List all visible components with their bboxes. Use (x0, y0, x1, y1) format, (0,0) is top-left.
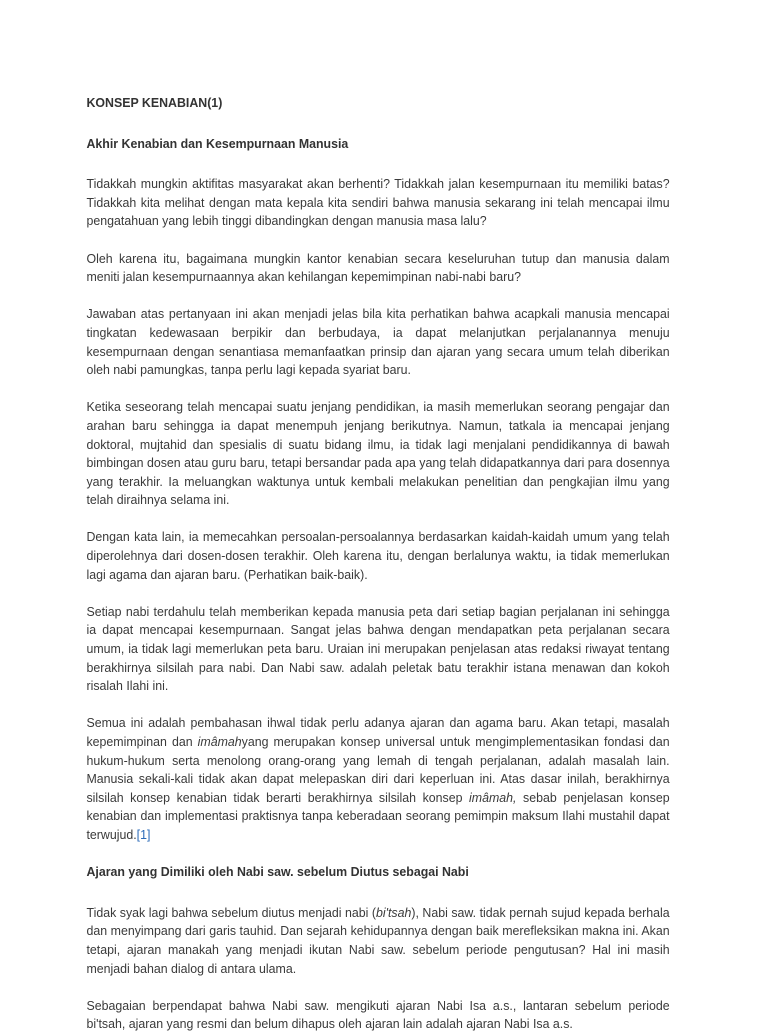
paragraph-2: Oleh karena itu, bagaimana mungkin kantor kenabian secara keseluruhan tutup dan manusia dalam meniti jalan kesempurnaannya akan kehilangan kepemimpinan nabi-nabi baru? (86, 250, 670, 285)
paragraph-6: Setiap nabi terdahulu telah memberikan kepada manusia peta dari setiap bagian perjalanan ini sehingga ia dapat mencapai kesempurnaan. Sangat jelas bahwa dengan mendapatkan peta perjalanan secara umum, ia tidak lagi memerlukan peta baru. Uraian ini merupakan penjelasan atas redaksi riwayat tentang berakhirnya silsilah para nabi. Dan Nabi saw. adalah peletak batu terakhir istana menawan dan kokoh risalah Ilahi ini. (86, 603, 670, 694)
paragraph-8-text-b: ), Nabi saw. tidak pernah sujud kepada berhala dan menyimpang dari garis tauhid. Dan sejarah kehidupannya dengan baik merefleksikan makna ini. Akan tetapi, ajaran manakah yang menjadi ikutan Nabi saw. sebelum periode pengutusan? Hal ini masih menjadi bahan dialog di antara ulama. (86, 904, 670, 976)
paragraph-7-text-c: sebab penjelasan konsep kenabian dan implementasi praktisnya tanpa keberadaan seorang pemimpin maksum Ilahi mustahil dapat terwujud. (86, 789, 670, 842)
paragraph-4: Ketika seseorang telah mencapai suatu jenjang pendidikan, ia masih memerlukan seorang pengajar dan arahan baru sehingga ia dapat menempuh jenjang berikutnya. Namun, tatkala ia mencapai jenjang doktoral, mujtahid dan spesialis di suatu bidang ilmu, ia tidak lagi menjalani pendidikannya di bawah bimbingan dosen atau guru baru, tetapi bersandar pada apa yang telah didapatkannya dari para dosennya yang terakhir. Ia meluangkan waktunya untuk kembali melakukan penelitian dan pengkajian ilmu yang telah diraihnya selama ini. (86, 399, 670, 508)
paragraph-8-text-a: Tidak syak lagi bahwa sebelum diutus menjadi nabi ( (86, 904, 376, 920)
paragraph-5: Dengan kata lain, ia memecahkan persoalan-persoalannya berdasarkan kaidah-kaidah umum yang telah diperolehnya dari dosen-dosen terakhir. Oleh karena itu, dengan berlalunya waktu, ia tidak memerlukan lagi agama dan ajaran baru. (Perhatikan baik-baik). (86, 529, 670, 582)
paragraph-1: Tidakkah mungkin aktifitas masyarakat akan berhenti? Tidakkah jalan kesempurnaan itu memiliki batas? Tidakkah kita melihat dengan mata kepala kita sendiri bahwa manusia sekarang ini telah mencapai ilmu pengatahuan yang lebih tinggi dibandingkan dengan manusia masa lalu? (86, 176, 670, 229)
document-title: KONSEP KENABIAN(1) (86, 95, 223, 110)
term-bitsah: bi'tsah (375, 904, 412, 920)
section-heading-ajaran-nabi: Ajaran yang Dimiliki oleh Nabi saw. sebelum Diutus sebagai Nabi (86, 864, 469, 880)
document-body (86, 94, 669, 1034)
paragraph-9: Sebagaian berpendapat bahwa Nabi saw. mengikuti ajaran Nabi Isa a.s., lantaran sebelum periode bi'tsah, ajaran yang resmi dan belum dihapus oleh ajaran lain adalah ajaran Nabi Isa a.s. (86, 997, 670, 1032)
paragraph-8 (86, 904, 669, 978)
paragraph-3: Jawaban atas pertanyaan ini akan menjadi jelas bila kita perhatikan bahwa acapkali manusia mencapai tingkatan kedewasaan berpikir dan berbudaya, ia dapat melanjutkan perjalanannya menuju kesempurnaan dengan senantiasa memanfaatkan prinsip dan ajaran yang secara umum telah diberikan oleh nabi pamungkas, tanpa perlu lagi kepada syariat baru. (86, 306, 670, 378)
paragraph-7-text-b: yang merupakan konsep universal untuk mengimplementasikan fondasi dan hukum-hukum serta menolong orang-orang yang lemah di tengah perjalanan, adalah masalah lain. Manusia sekali-kali tidak akan dapat melepaskan diri dari keperluan ini. Atas dasar inilah, berakhirnya silsilah konsep kenabian tidak berarti berakhirnya silsilah konsep (86, 734, 670, 805)
paragraph-7 (86, 714, 669, 844)
paragraph-7-text-a: Semua ini adalah pembahasan ihwal tidak perlu adanya ajaran dan agama baru. Akan tetapi, masalah kepemimpinan dan (86, 715, 670, 749)
section-heading-akhir-kenabian: Akhir Kenabian dan Kesempurnaan Manusia (86, 135, 349, 151)
term-imamah: imâmah (197, 734, 242, 749)
term-imamah-2: imâmah, (469, 789, 517, 805)
footnote-link[interactable]: [1] (136, 826, 151, 842)
